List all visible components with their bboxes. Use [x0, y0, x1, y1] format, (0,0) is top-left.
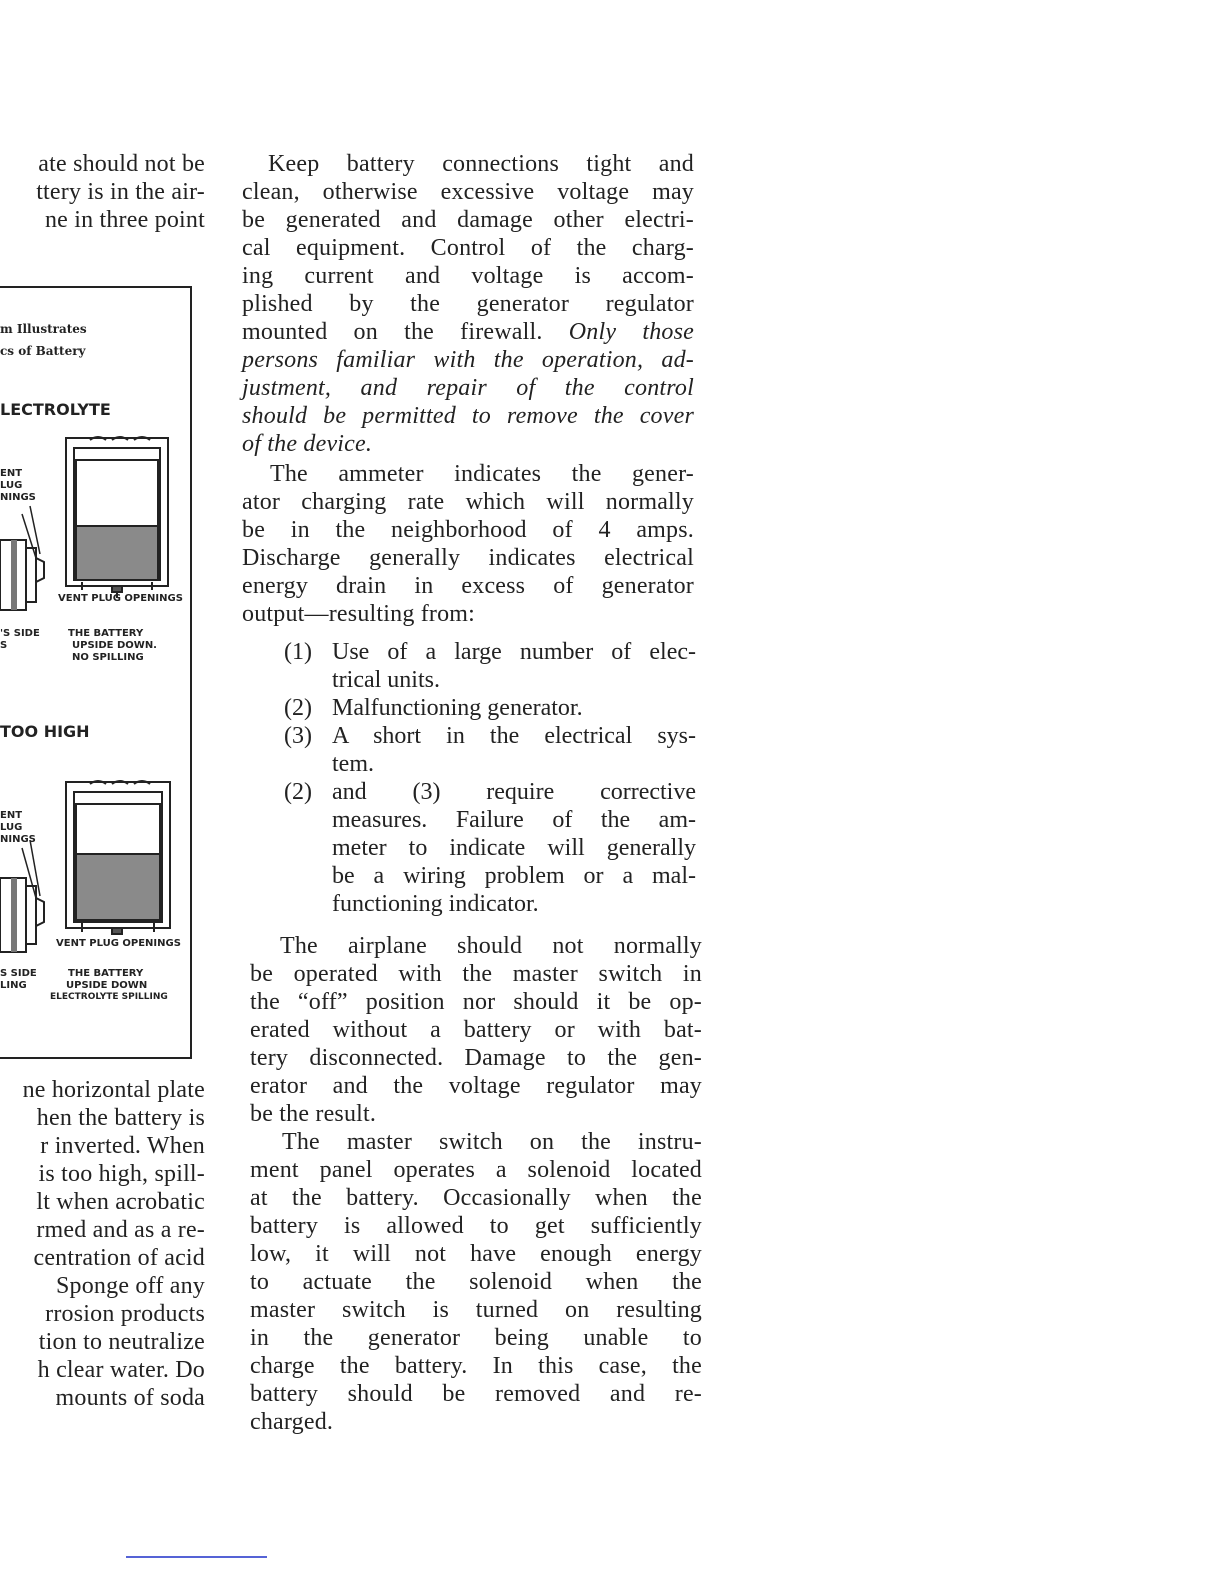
paragraph-line: ator charging rate which will normally	[242, 489, 694, 515]
left-top-line: ne in three point	[44, 207, 205, 233]
vent-label: NINGS	[0, 834, 36, 845]
paragraph-line: battery is allowed to get sufficiently	[250, 1213, 702, 1239]
upside-label: ELECTROLYTE SPILLING	[50, 992, 168, 1002]
list-item-line: A short in the electrical sys-	[332, 723, 696, 749]
left-bottom-line: rrosion products	[45, 1301, 205, 1327]
list-number: (1)	[284, 639, 312, 665]
paragraph-line-italic: persons familiar with the operation, ad-	[242, 347, 694, 373]
list-number: (3)	[284, 723, 312, 749]
paragraph-line: be the result.	[250, 1101, 377, 1127]
upside-label: THE BATTERY	[68, 628, 144, 639]
vent-plug-openings-label: VENT PLUG OPENINGS	[58, 593, 183, 604]
paragraph-text: mounted on the firewall.	[242, 319, 543, 345]
paragraph-line: Discharge generally indicates electrical	[242, 545, 694, 571]
vent-label: NINGS	[0, 492, 36, 503]
battery-sideways-2	[0, 840, 44, 952]
upside-label: NO SPILLING	[72, 652, 144, 663]
upside-label: UPSIDE DOWN	[66, 980, 148, 991]
paragraph-line: The master switch on the instru-	[282, 1129, 702, 1155]
upside-label: THE BATTERY	[68, 968, 144, 979]
paragraph-line: in the generator being unable to	[250, 1325, 702, 1351]
left-bottom-line: ne horizontal plate	[22, 1077, 205, 1103]
list-number: (2)	[284, 779, 312, 805]
battery-sideways-1	[0, 506, 44, 610]
paragraph-line: at the battery. Occasionally when the	[250, 1185, 702, 1211]
paragraph-line: be operated with the master switch in	[250, 961, 702, 987]
vent-label: LUG	[0, 822, 23, 833]
footer-divider	[126, 1556, 267, 1558]
paragraph-line: charge the battery. In this case, the	[250, 1353, 702, 1379]
paragraph-line-italic: justment, and repair of the control	[242, 375, 694, 401]
list-item-line: be a wiring problem or a mal-	[332, 863, 696, 889]
list-item-line: meter to indicate will generally	[332, 835, 696, 861]
paragraph-line: energy drain in excess of generator	[242, 573, 694, 599]
upside-label: UPSIDE DOWN.	[72, 640, 157, 651]
paragraph-line: low, it will not have enough energy	[250, 1241, 702, 1267]
battery-upright-2	[66, 781, 170, 934]
paragraph-text-italic: Only those	[568, 319, 695, 345]
vent-plug-openings-label: VENT PLUG OPENINGS	[56, 938, 181, 949]
list-item-line: functioning indicator.	[332, 891, 539, 917]
paragraph-line-italic: of the device.	[242, 431, 373, 457]
list-item-line: measures. Failure of the am-	[332, 807, 696, 833]
paragraph-line: erated without a battery or with bat-	[250, 1017, 702, 1043]
paragraph-line: the “off” position nor should it be op-	[250, 989, 702, 1015]
paragraph-line: charged.	[250, 1409, 334, 1435]
list-item-line: trical units.	[332, 667, 440, 693]
paragraph-line: ing current and voltage is accom-	[242, 263, 694, 289]
figure-caption-line: m Illustrates	[0, 322, 87, 336]
paragraph-line: plished by the generator regulator	[242, 291, 694, 317]
left-bottom-line: h clear water. Do	[37, 1357, 205, 1383]
vent-label: LUG	[0, 480, 23, 491]
left-bottom-line: hen the battery is	[36, 1105, 205, 1131]
paragraph-line: output—resulting from:	[242, 601, 476, 627]
left-bottom-line: r inverted. When	[40, 1133, 205, 1159]
list-item-line: Malfunctioning generator.	[332, 695, 583, 721]
figure-section-title: LECTROLYTE	[0, 400, 111, 419]
left-bottom-line: lt when acrobatic	[36, 1189, 205, 1215]
side-label: LING	[0, 980, 27, 991]
vent-label: ENT	[0, 468, 23, 479]
paragraph-line-italic: should be permitted to remove the cover	[242, 403, 694, 429]
side-label: S SIDE	[0, 968, 37, 979]
left-bottom-line: Sponge off any	[55, 1273, 205, 1299]
paragraph-line: be generated and damage other electri-	[242, 207, 694, 233]
battery-upright-1	[66, 437, 168, 598]
paragraph-line: ment panel operates a solenoid located	[250, 1157, 702, 1183]
side-label: S	[0, 640, 8, 651]
paragraph-line	[242, 318, 694, 346]
battery-drawings	[0, 430, 190, 1050]
paragraph-line: erator and the voltage regulator may	[250, 1073, 702, 1099]
left-bottom-line: is too high, spill-	[38, 1161, 205, 1187]
paragraph-line: The ammeter indicates the gener-	[270, 461, 694, 487]
paragraph-line: be in the neighborhood of 4 amps.	[242, 517, 694, 543]
vent-label: ENT	[0, 810, 23, 821]
list-item-line: Use of a large number of elec-	[332, 639, 696, 665]
list-item-line: and (3) require corrective	[332, 779, 696, 805]
left-bottom-line: mounts of soda	[55, 1385, 205, 1411]
paragraph-line: clean, otherwise excessive voltage may	[242, 179, 694, 205]
paragraph-line: cal equipment. Control of the charg-	[242, 235, 694, 261]
left-top-line: ate should not be	[38, 151, 205, 177]
list-number: (2)	[284, 695, 312, 721]
paragraph-line: to actuate the solenoid when the	[250, 1269, 702, 1295]
left-bottom-line: tion to neutralize	[38, 1329, 205, 1355]
figure-caption-line: cs of Battery	[0, 344, 86, 358]
paragraph-line: Keep battery connections tight and	[268, 151, 694, 177]
left-bottom-line: centration of acid	[33, 1245, 205, 1271]
paragraph-line: tery disconnected. Damage to the gen-	[250, 1045, 702, 1071]
paragraph-line: The airplane should not normally	[280, 933, 702, 959]
figure-section-title: TOO HIGH	[0, 722, 90, 741]
paragraph-line: master switch is turned on resulting	[250, 1297, 702, 1323]
paragraph-line: battery should be removed and re-	[250, 1381, 702, 1407]
left-bottom-line: rmed and as a re-	[36, 1217, 205, 1243]
side-label: 'S SIDE	[0, 628, 40, 639]
left-top-line: ttery is in the air-	[36, 179, 205, 205]
list-item-line: tem.	[332, 751, 374, 777]
